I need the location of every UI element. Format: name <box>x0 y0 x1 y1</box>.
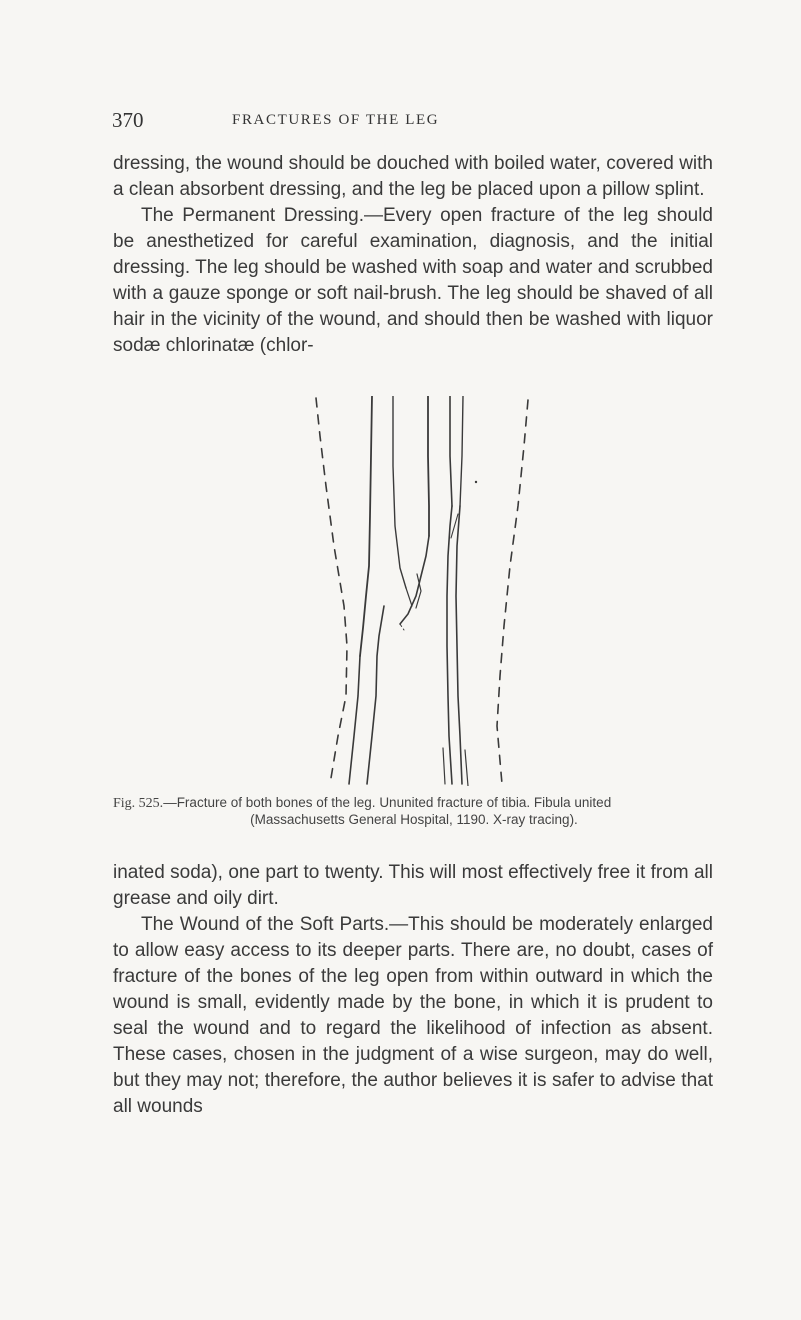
xray-tracing-figure <box>300 396 540 786</box>
caption-line-2: (Massachusetts General Hospital, 1190. X-ray tracing). <box>250 812 578 827</box>
caption-text-1: —Fracture of both bones of the leg. Ununited fracture of tibia. Fibula united <box>163 795 612 810</box>
running-title: FRACTURES OF THE LEG <box>232 112 440 128</box>
paragraph-wound-soft-parts: The Wound of the Soft Parts.—This should be moderately enlarged to allow easy access to its deeper parts. There are, no doubt, cases of fracture of the bones of the leg open from within outward in which the wound is small, evidently made by the bone, in which it is prudent to seal the wound and to regard the likelihood of infection as absent. These cases, chosen in the judgment of a wise surgeon, may do well, but they may not; therefore, the author believes it is safer to advise that all wounds <box>113 914 713 1117</box>
figure-label: Fig. 525. <box>113 796 164 811</box>
leg-bones-illustration <box>300 396 540 786</box>
body-text-bottom <box>113 860 713 1120</box>
page-number: 370 <box>112 108 144 132</box>
paragraph-continued-soda: inated soda), one part to twenty. This will most effectively free it from all grease and oily dirt. <box>113 862 713 909</box>
running-head <box>0 108 801 138</box>
caption-line-1 <box>113 795 715 812</box>
figure-caption <box>113 795 715 828</box>
paragraph-continued: dressing, the wound should be douched with boiled water, covered with a clean absorbent dressing, and the leg be placed upon a pillow splint. <box>113 153 713 200</box>
paragraph-permanent-dressing: The Permanent Dressing.—Every open fracture of the leg should be anesthetized for careful examination, diagnosis, and the initial dressing. The leg should be washed with soap and water and scrubbed with a gauze sponge or soft nail-brush. The leg should be shaved of all hair in the vicinity of the wound, and should then be washed with liquor sodæ chlorinatæ (chlor- <box>113 205 713 356</box>
body-text-top <box>113 151 713 359</box>
